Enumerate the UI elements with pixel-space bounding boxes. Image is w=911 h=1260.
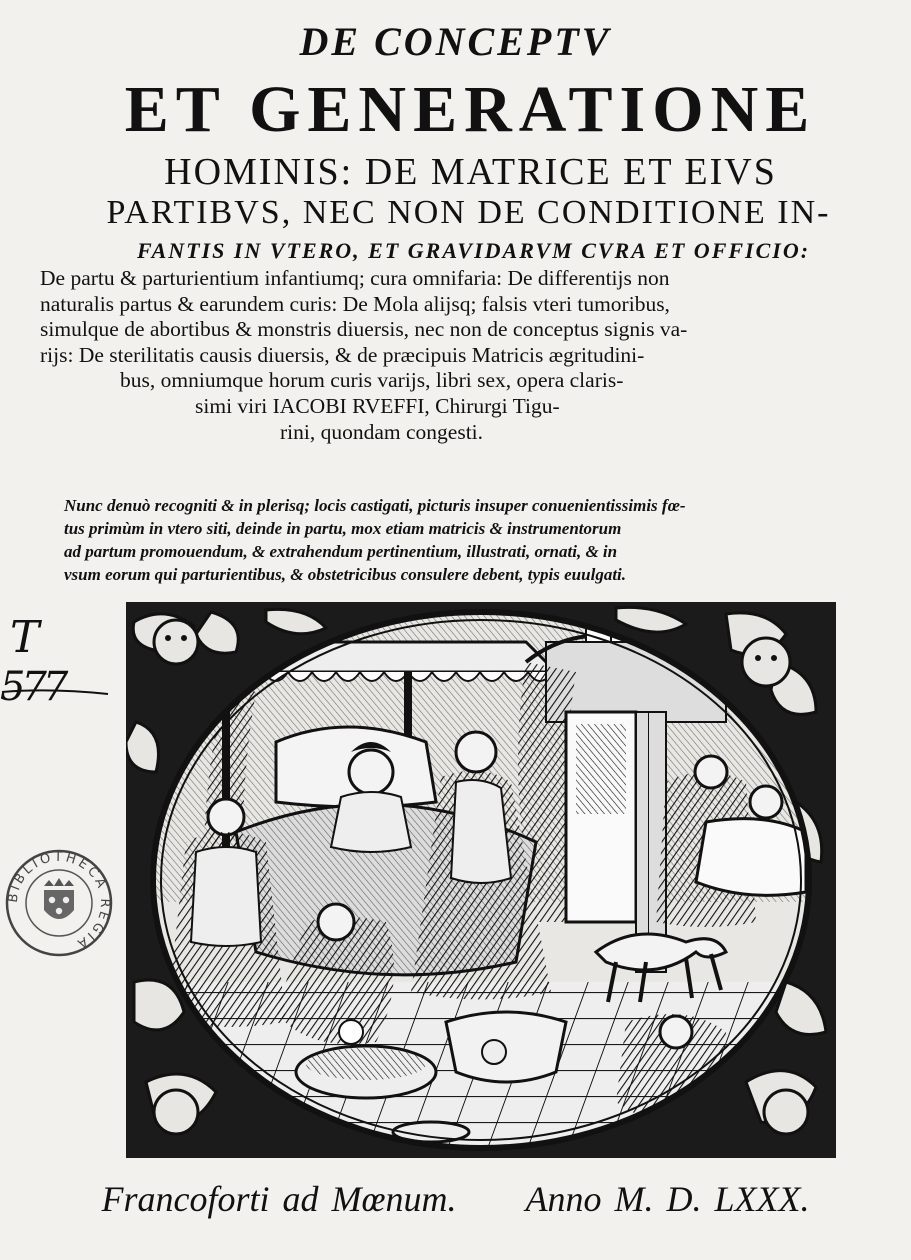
stamp-text: BIBLIOTHECA REGIA xyxy=(5,849,113,953)
imprint-line xyxy=(0,1178,911,1220)
shelfmark-letter: T xyxy=(10,612,40,663)
imprint-year: Anno M. D. LXXX. xyxy=(525,1179,810,1219)
title-line-1: DE CONCEPTV xyxy=(299,19,612,64)
description-line: bus, omniumque horum curis varijs, libri sex, opera claris- xyxy=(120,368,624,393)
title-line-4: PARTIBVS, NEC NON DE CONDITIONE IN- xyxy=(106,194,831,231)
subtitle-line: vsum eorum qui parturientibus, & obstetricibus consulere debent, typis euulgati. xyxy=(64,565,627,584)
subtitle-line: Nunc denuò recogniti & in plerisq; locis castigati, picturis insuper conuenientissimis fœ- xyxy=(64,496,686,515)
description-line: naturalis partus & earundem curis: De Mola alijsq; falsis vteri tumoribus, xyxy=(40,291,670,316)
title-line-2: ET GENERATIONE xyxy=(124,73,817,146)
description-line: simi viri IACOBI RVEFFI, Chirurgi Tigu- xyxy=(195,393,560,418)
title-line-3: HOMINIS: DE MATRICE ET EIVS xyxy=(164,151,777,193)
description-line: rijs: De sterilitatis causis diuersis, & de præcipuis Matricis ægritudini- xyxy=(40,342,645,367)
woodcut-illustration xyxy=(126,602,836,1158)
shelfmark-underline xyxy=(0,686,110,700)
subtitle-line: tus primùm in vtero siti, deinde in partu, mox etiam matricis & instrumentorum xyxy=(64,519,622,538)
library-stamp-icon xyxy=(4,848,114,958)
shelfmark-number: 577 xyxy=(0,664,65,710)
description-line: rini, quondam congesti. xyxy=(280,419,484,444)
description-line: De partu & parturientium infantiumq; cura omnifaria: De differentijs non xyxy=(40,266,670,290)
imprint-place: Francoforti ad Mœnum. xyxy=(101,1179,457,1219)
description-line: simulque de abortibus & monstris diuersis, nec non de conceptus signis va- xyxy=(40,317,688,342)
subtitle-block xyxy=(64,494,864,586)
subtitle-line: ad partum promouendum, & extrahendum pertinentium, illustrati, ornati, & in xyxy=(64,542,618,561)
description-block xyxy=(40,266,890,445)
title-line-5: FANTIS IN VTERO, ET GRAVIDARVM CVRA ET OFFICIO: xyxy=(136,238,811,263)
